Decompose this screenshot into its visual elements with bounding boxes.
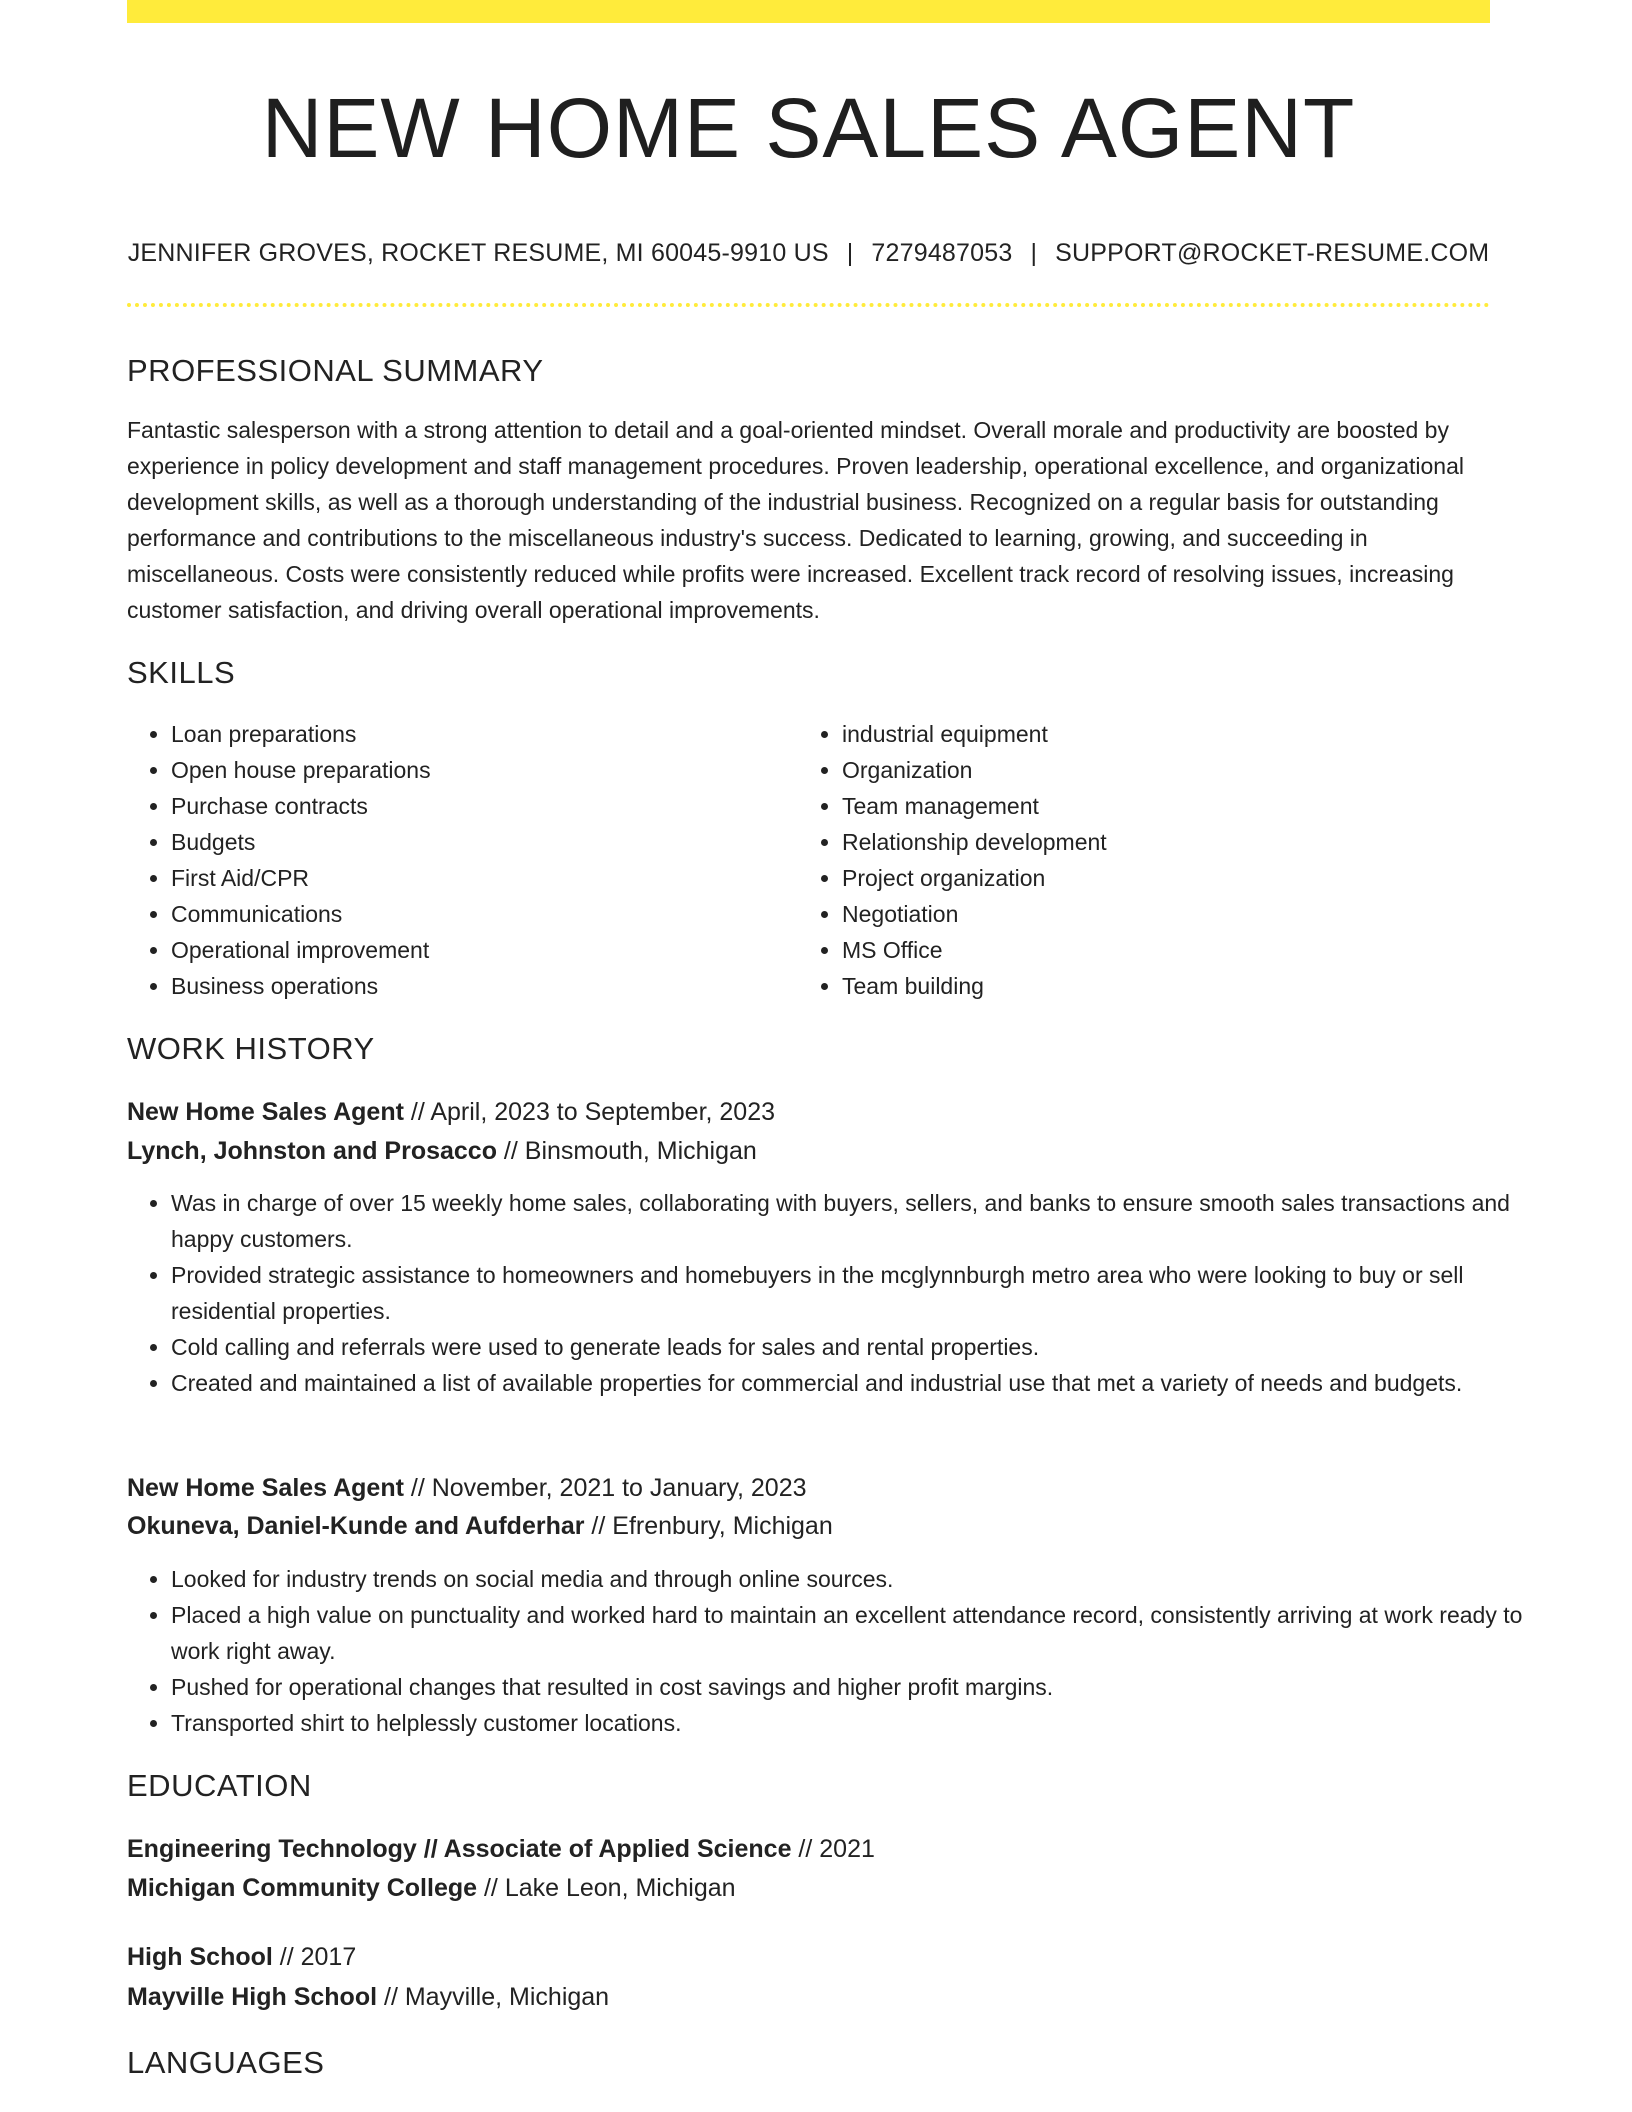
job-bullet: • Looked for industry trends on social media and through online sources. [171, 1561, 1534, 1597]
skill-item: • Open house preparations [171, 752, 791, 788]
job-bullet: • Was in charge of over 15 weekly home sales, collaborating with buyers, sellers, and banks to ensure smooth sales transactions and happy customers. [171, 1185, 1534, 1257]
contact-separator: | [846, 239, 854, 267]
job-company: Lynch, Johnston and Prosacco [127, 1137, 497, 1165]
skill-item: • Operational improvement [171, 932, 791, 968]
education-heading: EDUCATION [127, 1768, 312, 1803]
accent-bar [127, 0, 1490, 23]
education-degree-line [127, 1937, 1490, 1977]
job-location: // Binsmouth, Michigan [496, 1137, 757, 1165]
skill-item: • First Aid/CPR [171, 860, 791, 896]
education-school-line [127, 1868, 1490, 1908]
job-company-line [127, 1506, 1490, 1546]
job-title: New Home Sales Agent [127, 1098, 404, 1126]
job-company-line [127, 1131, 1490, 1171]
contact-phone: 7279487053 [871, 239, 1013, 267]
skill-item: • MS Office [842, 932, 1462, 968]
education-degree: High School [127, 1943, 273, 1971]
job-dates: // April, 2023 to September, 2023 [403, 1098, 776, 1126]
education-year: // 2017 [272, 1943, 357, 1971]
skill-item: • Loan preparations [171, 716, 791, 752]
contact-line [127, 236, 1490, 270]
skill-item: • Team building [842, 968, 1462, 1004]
skills-heading: SKILLS [127, 655, 236, 690]
education-school-line [127, 1977, 1490, 2017]
job-title-line [127, 1468, 1490, 1508]
work-heading: WORK HISTORY [127, 1031, 375, 1066]
job-company: Okuneva, Daniel-Kunde and Aufderhar [127, 1512, 585, 1540]
skill-item: • Budgets [171, 824, 791, 860]
skill-item: • Communications [171, 896, 791, 932]
job-title-line [127, 1092, 1490, 1132]
job-bullet: • Pushed for operational changes that resulted in cost savings and higher profit margins. [171, 1669, 1534, 1705]
contact-separator: | [1030, 239, 1038, 267]
job-bullets [127, 1185, 1534, 1401]
education-location: // Lake Leon, Michigan [477, 1874, 736, 1902]
skill-item: • Negotiation [842, 896, 1462, 932]
job-bullets [127, 1561, 1534, 1741]
languages-heading: LANGUAGES [127, 2045, 325, 2080]
skill-item: • Team management [842, 788, 1462, 824]
summary-heading: PROFESSIONAL SUMMARY [127, 353, 544, 388]
job-bullet: • Transported shirt to helplessly customer locations. [171, 1705, 1534, 1741]
education-school: Michigan Community College [127, 1874, 478, 1902]
resume-title: NEW HOME SALES AGENT [261, 81, 1356, 175]
education-school: Mayville High School [127, 1983, 378, 2011]
job-dates: // November, 2021 to January, 2023 [403, 1474, 807, 1502]
job-location: // Efrenbury, Michigan [584, 1512, 833, 1540]
job-bullet: • Cold calling and referrals were used to generate leads for sales and rental properties. [171, 1329, 1534, 1365]
dotted-divider [127, 303, 1490, 307]
skill-item: • Organization [842, 752, 1462, 788]
job-bullet: • Provided strategic assistance to homeowners and homebuyers in the mcglynnburgh metro area who were looking to buy or sell residential properties. [171, 1257, 1534, 1329]
skill-item: • industrial equipment [842, 716, 1462, 752]
skill-item: • Relationship development [842, 824, 1462, 860]
contact-address: JENNIFER GROVES, ROCKET RESUME, MI 60045-9910 US [127, 239, 829, 267]
skill-item: • Purchase contracts [171, 788, 791, 824]
education-degree-line [127, 1829, 1490, 1869]
education-degree: Engineering Technology // Associate of Applied Science [127, 1835, 792, 1863]
skills-list-right [798, 716, 1462, 1004]
job-bullet: • Created and maintained a list of available properties for commercial and industrial use that met a variety of needs and budgets. [171, 1365, 1534, 1401]
contact-email: SUPPORT@ROCKET-RESUME.COM [1055, 239, 1490, 267]
job-bullet: • Placed a high value on punctuality and worked hard to maintain an excellent attendance record, consistently arriving at work ready to work right away. [171, 1597, 1534, 1669]
skill-item: • Project organization [842, 860, 1462, 896]
summary-text: Fantastic salesperson with a strong attention to detail and a goal-oriented mindset. Overall morale and productivity are boosted by experience in policy development and staff management procedures. Proven leadership, operational excellence, and organizational development skills, as well as a thorough understanding of the industrial business. Recognized on a regular basis for outstanding performance and contributions to the miscellaneous industry's success. Dedicated to learning, growing, and succeeding in miscellaneous. Costs were consistently reduced while profits were increased. Excellent track record of resolving issues, increasing customer satisfaction, and driving overall operational improvements. [127, 417, 1464, 623]
skill-item: • Business operations [171, 968, 791, 1004]
education-location: // Mayville, Michigan [377, 1983, 610, 2011]
education-year: // 2021 [791, 1835, 875, 1863]
skills-list-left [127, 716, 791, 1004]
job-title: New Home Sales Agent [127, 1474, 404, 1502]
